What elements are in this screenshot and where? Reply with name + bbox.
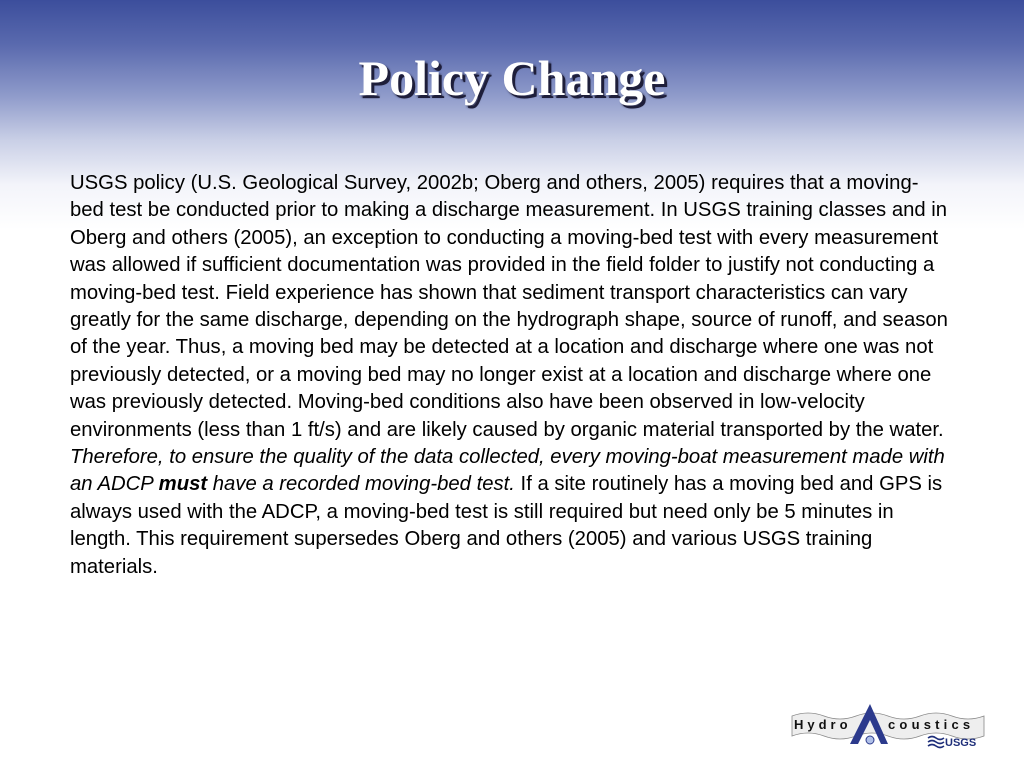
body-closing: If a site routinely has a moving bed and GPS is always used with the ADCP, a moving-bed test is still required but need only be 5 minutes in length. This requirement supersedes Oberg and others (2005) and various USGS training materials. <box>70 473 943 578</box>
hydroacoustics-logo <box>688 600 988 756</box>
logo-big-letter: A <box>688 600 689 601</box>
slide-title: Policy Change <box>358 50 666 106</box>
logo-usgs-text: USGS <box>945 737 977 749</box>
emphasis-must: must <box>158 473 208 496</box>
body-paragraph <box>70 170 950 581</box>
emphasis-before: Therefore, to ensure the quality of the data collected, every moving-boat measurement made with an ADCP <box>70 446 945 496</box>
logo-left-text: Hydro <box>794 717 852 732</box>
logo-right-text: coustics <box>888 717 975 732</box>
body-intro: USGS policy (U.S. Geological Survey, 2002b; Oberg and others, 2005) requires that a moving-bed test be conducted prior to making a discharge measurement. In USGS training classes and in Oberg and others (2005), an exception to conducting a moving-bed test with every measurement was allowed if sufficient documentation was provided in the field folder to justify not conducting a moving-bed test. Field experience has shown that sediment transport characteristics can vary greatly for the same discharge, depending on the hydrograph shape, source of runoff, and season of the year. Thus, a moving bed may be detected at a location and discharge where one was not previously detected, or a moving bed may no longer exist at a location and discharge where one was previously detected. Moving-bed conditions also have been observed in low-velocity environments (less than 1 ft/s) and are likely caused by organic material transported by the water. <box>70 172 948 441</box>
emphasis-after: have a recorded moving-bed test. <box>207 473 515 496</box>
